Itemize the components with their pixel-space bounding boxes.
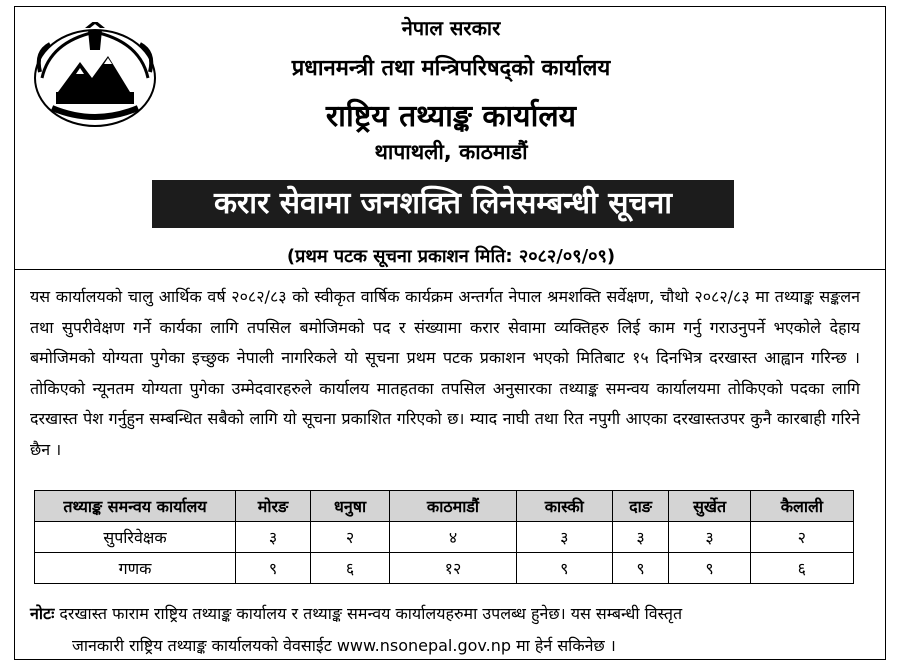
table-cell: ३: [669, 522, 750, 553]
header-address: थापाथली, काठमाडौं: [374, 140, 528, 164]
table-cell: १२: [390, 553, 517, 584]
table-header-cell: धनुषा: [311, 491, 390, 522]
note-line-1: दरखास्त फाराम राष्ट्रिय तथ्याङ्क कार्यालय र तथ्याङ्क समन्वय कार्यालयहरुमा उपलब्ध हुनेछ। यस सम्बन्धी विस्तृत: [59, 604, 683, 623]
table-cell: ९: [516, 553, 612, 584]
table-cell: ९: [612, 553, 669, 584]
table-header-cell: मोरङ: [236, 491, 311, 522]
table-header-row: [35, 491, 854, 522]
table-row: [35, 522, 854, 553]
table-row: [35, 553, 854, 584]
table-cell: ९: [236, 553, 311, 584]
table-cell: ४: [390, 522, 517, 553]
table-cell: ३: [612, 522, 669, 553]
divider: [14, 269, 886, 270]
table-header-cell: सुर्खेत: [669, 491, 750, 522]
header-office: राष्ट्रिय तथ्याङ्क कार्यालय: [325, 99, 577, 134]
note-section: [30, 598, 870, 662]
table-cell: ९: [669, 553, 750, 584]
table-header-cell: कास्की: [516, 491, 612, 522]
header-ministry: प्रधानमन्त्री तथा मन्त्रिपरिषद्को कार्यालय: [291, 56, 611, 81]
table-header-cell: दाङ: [612, 491, 669, 522]
table-cell: २: [311, 522, 390, 553]
vacancy-table: [34, 490, 854, 584]
table-cell: ३: [516, 522, 612, 553]
table-cell: ६: [750, 553, 853, 584]
header-government: नेपाल सरकार: [401, 16, 501, 40]
notice-title-banner: करार सेवामा जनशक्ति लिनेसम्बन्धी सूचना: [152, 180, 734, 228]
table-cell: सुपरिवेक्षक: [35, 522, 236, 553]
table-cell: ३: [236, 522, 311, 553]
notice-body-text: यस कार्यालयको चालु आर्थिक वर्ष २०८२/८३ को स्वीकृत वार्षिक कार्यक्रम अन्तर्गत नेपाल श्रमशक्ति सर्वेक्षण, चौथो २०८२/८३ मा तथ्याङ्क सङ्कलन तथा सुपरीवेक्षण गर्ने कार्यका लागि तपसिल बमोजिमको पद र संख्यामा करार सेवामा व्यक्तिहरु लिई काम गर्नु गराउनुपर्ने भएकोले देहाय बमोजिमको योग्यता पुगेका इच्छुक नेपाली नागरिकले यो सूचना प्रथम पटक प्रकाशन भएको मितिबाट १५ दिनभित्र दरखास्त आह्वान गरिन्छ । तोकिएको न्यूनतम योग्यता पुगेका उम्मेदवारहरुले कार्यालय मातहतका तपसिल अनुसारका तथ्याङ्क समन्वय कार्यालयमा तोकिएको पदका लागि दरखास्त पेश गर्नुहुन सम्बन्धित सबैको लागि यो सूचना प्रकाशित गरिएको छ। म्याद नाघी तथा रित नपुगी आएका दरखास्तउपर कुनै कारबाही गरिने छैन ।: [30, 287, 860, 459]
table-header-cell: कैलाली: [750, 491, 853, 522]
note-line-2: जानकारी राष्ट्रिय तथ्याङ्क कार्यालयको वेवसाईट www.nsonepal.gov.np मा हेर्न सकिनेछ ।: [72, 636, 616, 655]
table-header-cell: काठमाडौं: [390, 491, 517, 522]
table-cell: गणक: [35, 553, 236, 584]
table-cell: २: [750, 522, 853, 553]
note-label: नोटः: [30, 604, 55, 623]
table-header-cell: तथ्याङ्क समन्वय कार्यालय: [35, 491, 236, 522]
publication-date: (प्रथम पटक सूचना प्रकाशन मिति: २०८२/०९/०९): [286, 246, 616, 267]
table-cell: ६: [311, 553, 390, 584]
